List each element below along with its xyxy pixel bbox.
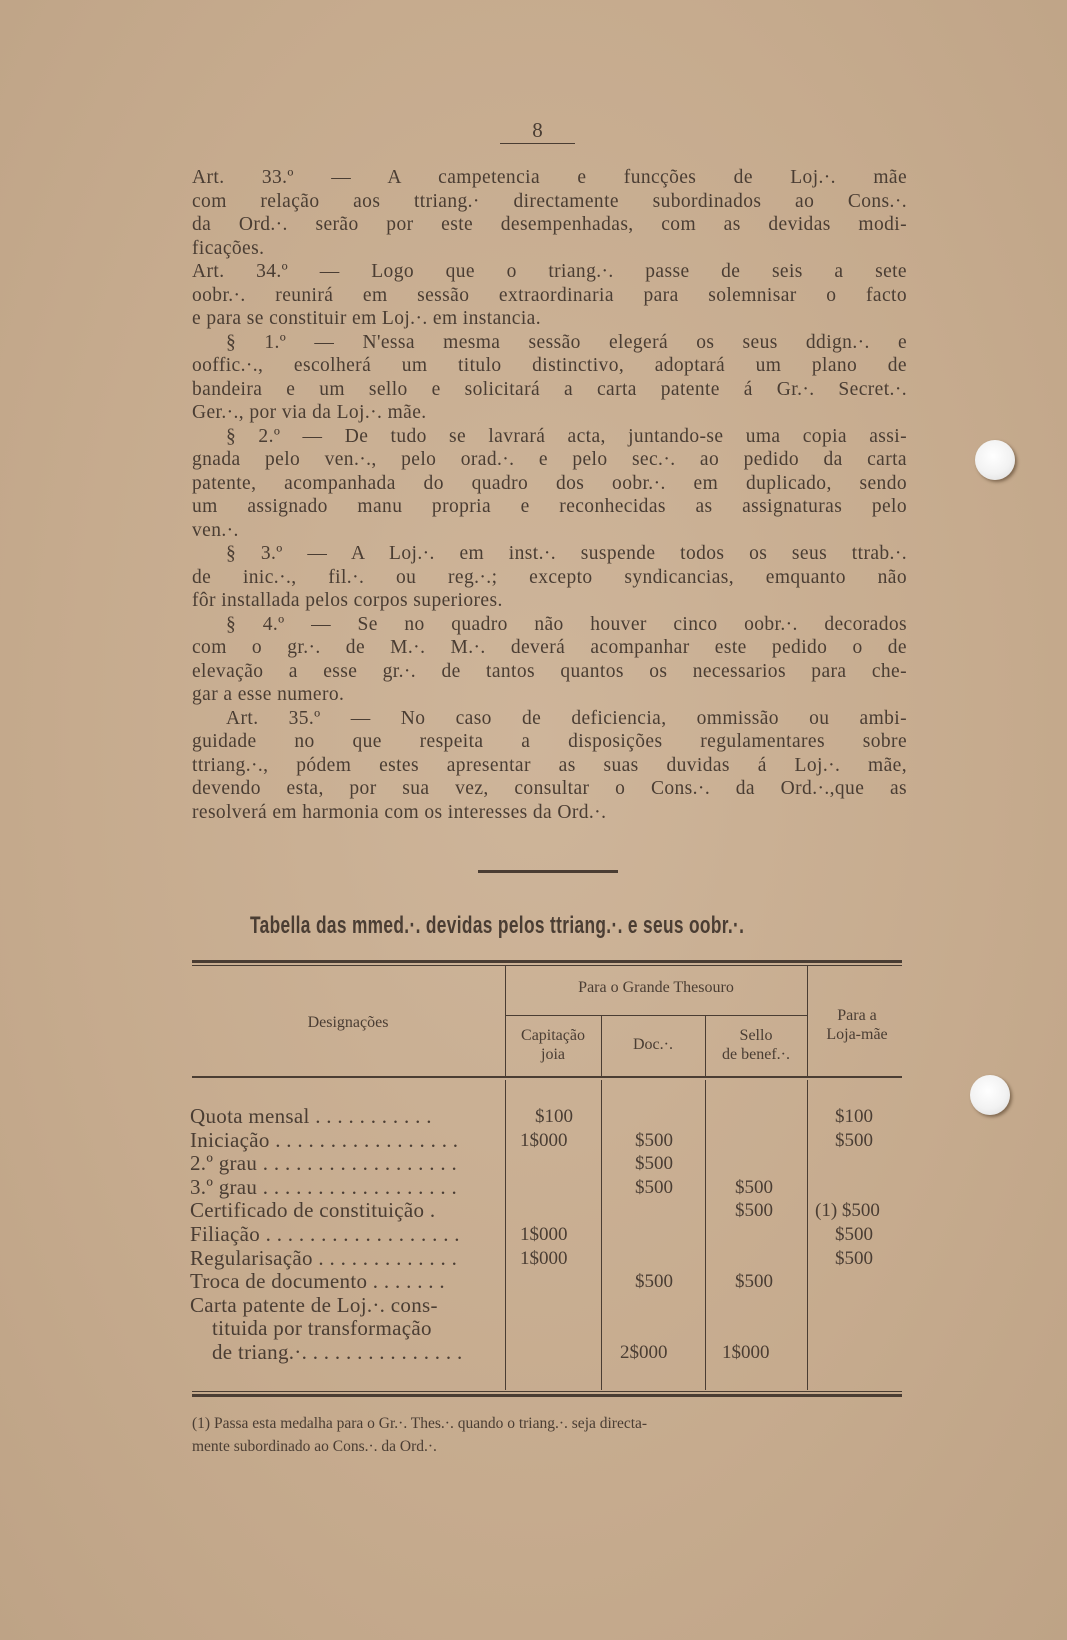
- text-line: ven.·.: [192, 519, 239, 541]
- footnote-line: mente subordinado ao Cons.·. da Ord.·.: [192, 1438, 437, 1455]
- table-top-rule: [192, 960, 902, 963]
- header-bottom-rule: [192, 1076, 902, 1078]
- value-capitacao: 1$000: [520, 1224, 568, 1245]
- text-line: § 3.º — A Loj.·. em inst.·. suspende todos os seus ttrab.·.: [226, 543, 907, 564]
- column-divider: [505, 1080, 506, 1390]
- footnote-line: (1) Passa esta medalha para o Gr.·. Thes.·. quando o triang.·. seja directa-: [192, 1415, 648, 1432]
- value-capitacao: $100: [535, 1106, 573, 1127]
- text-line: gar a esse numero.: [192, 684, 345, 705]
- text-line: Ger.·., por via da Loj.·. mãe.: [192, 402, 427, 423]
- text-line: gnada pelo ven.·., pelo orad.·. e pelo sec.·. ao pedido da carta: [192, 449, 907, 470]
- punch-hole: [975, 440, 1015, 480]
- group-header-rule: [505, 1015, 807, 1016]
- header-para-a: Para a: [837, 1007, 877, 1024]
- text-line: patente, acompanhada do quadro dos oobr.·. em duplicado, sendo: [192, 472, 907, 494]
- text-line: ttriang.·., pódem estes apresentar as suas duvidas á Loj.·. mãe,: [192, 754, 907, 776]
- value-loja-mae: $500: [835, 1129, 873, 1151]
- table-bottom-rule-thin: [192, 1391, 902, 1392]
- value-doc: $500: [635, 1129, 673, 1151]
- header-joia: joia: [541, 1046, 565, 1063]
- column-divider: [601, 1080, 602, 1390]
- row-label: tituida por transformação: [212, 1316, 432, 1341]
- text-line: um assignado manu propria e reconhecidas as assignaturas pelo: [192, 496, 907, 517]
- value-capitacao: 1$000: [520, 1247, 568, 1269]
- section-divider: [478, 870, 618, 873]
- text-line: bandeira e um sello e solicitará a carta patente á Gr.·. Secret.·.: [192, 378, 907, 400]
- regulation-text: [192, 166, 907, 824]
- row-label: de triang.·. . . . . . . . . . . . . . .: [212, 1340, 463, 1364]
- value-doc: $500: [635, 1176, 673, 1198]
- text-line: com relação aos ttriang.· directamente subordinados ao Cons.·.: [192, 190, 907, 212]
- punch-hole: [970, 1075, 1010, 1115]
- row-label: Iniciação . . . . . . . . . . . . . . . . .: [190, 1127, 459, 1152]
- value-loja-mae: $500: [835, 1224, 873, 1245]
- value-loja-mae: (1) $500: [815, 1200, 880, 1222]
- value-loja-mae: $100: [835, 1106, 873, 1127]
- text-line: ficações.: [192, 237, 265, 259]
- value-capitacao: 1$000: [520, 1129, 568, 1151]
- row-label: Filiação . . . . . . . . . . . . . . . . . .: [190, 1222, 460, 1246]
- text-line: da Ord.·. serão por este desempenhadas, com as devidas modi-: [192, 214, 907, 235]
- text-line: § 4.º — Se no quadro não houver cinco oobr.·. decorados: [226, 613, 907, 635]
- header-designacoes: Designações: [307, 1014, 389, 1031]
- footnote: [192, 1412, 907, 1458]
- header-de-benef: de benef.·.: [722, 1046, 790, 1063]
- value-doc: 2$000: [620, 1342, 668, 1363]
- text-line: elevação a esse gr.·. de tantos quantos os necessarios para che-: [192, 660, 907, 682]
- row-label: 2.º grau . . . . . . . . . . . . . . . . . .: [190, 1151, 458, 1176]
- column-divider: [807, 1080, 808, 1390]
- value-sello: $500: [735, 1200, 773, 1222]
- header-sello: Sello: [739, 1027, 773, 1044]
- text-line: § 2.º — De tudo se lavrará acta, juntando-se uma copia assi-: [226, 425, 907, 447]
- text-line: de inic.·., fil.·. ou reg.·.; excepto syndicancias, emquanto não: [192, 566, 907, 588]
- text-line: resolverá em harmonia com os interesses da Ord.·.: [192, 801, 607, 823]
- text-line: com o gr.·. de M.·. M.·. deverá acompanhar este pedido o de: [192, 637, 907, 658]
- header-loja-mae: Loja-mãe: [826, 1026, 888, 1043]
- value-loja-mae: $500: [835, 1247, 873, 1269]
- row-label: Quota mensal . . . . . . . . . . .: [190, 1104, 432, 1128]
- row-label: 3.º grau . . . . . . . . . . . . . . . . . .: [190, 1174, 458, 1199]
- text-line: Art. 35.º — No caso de deficiencia, ommissão ou ambi-: [226, 707, 907, 729]
- column-divider: [705, 1080, 706, 1390]
- value-doc: $500: [635, 1153, 673, 1175]
- text-line: e para se constituir em Loj.·. em instancia.: [192, 308, 541, 329]
- header-capitacao: Capitação: [521, 1027, 585, 1044]
- text-line: ooffic.·., escolherá um titulo distinctivo, adoptará um plano de: [192, 355, 907, 376]
- row-label: Regularisação . . . . . . . . . . . . .: [190, 1245, 458, 1270]
- value-doc: $500: [635, 1271, 673, 1293]
- text-line: § 1.º — N'essa mesma sessão elegerá os seus ddign.·. e: [226, 331, 907, 353]
- table-title: Tabella das mmed.·. devidas pelos ttriang.·. e seus oobr.·.: [250, 912, 745, 939]
- text-line: devendo esta, por sua vez, consultar o Cons.·. da Ord.·.,que as: [192, 778, 907, 799]
- text-line: guidade no que respeita a disposições regulamentares sobre: [192, 731, 907, 752]
- value-sello: $500: [735, 1271, 773, 1293]
- page-number: 8: [500, 118, 575, 144]
- table-top-rule-thin: [192, 965, 902, 966]
- header-doc: Doc.·.: [633, 1036, 673, 1053]
- text-line: Art. 33.º — A campetencia e funcções de Loj.·. mãe: [192, 167, 907, 188]
- text-line: oobr.·. reunirá em sessão extraordinaria para solemnisar o facto: [192, 284, 907, 306]
- row-label: Certificado de constituição .: [190, 1198, 436, 1223]
- row-label: Troca de documento . . . . . . .: [190, 1269, 445, 1294]
- value-sello: $500: [735, 1176, 773, 1198]
- table-bottom-rule: [192, 1394, 902, 1397]
- text-line: Art. 34.º — Logo que o triang.·. passe de seis a sete: [192, 261, 907, 282]
- row-label: Carta patente de Loj.·. cons-: [190, 1292, 438, 1317]
- header-grande-thesouro: Para o Grande Thesouro: [578, 979, 734, 996]
- text-line: fôr installada pelos corpos superiores.: [192, 590, 503, 611]
- value-sello: 1$000: [722, 1342, 770, 1363]
